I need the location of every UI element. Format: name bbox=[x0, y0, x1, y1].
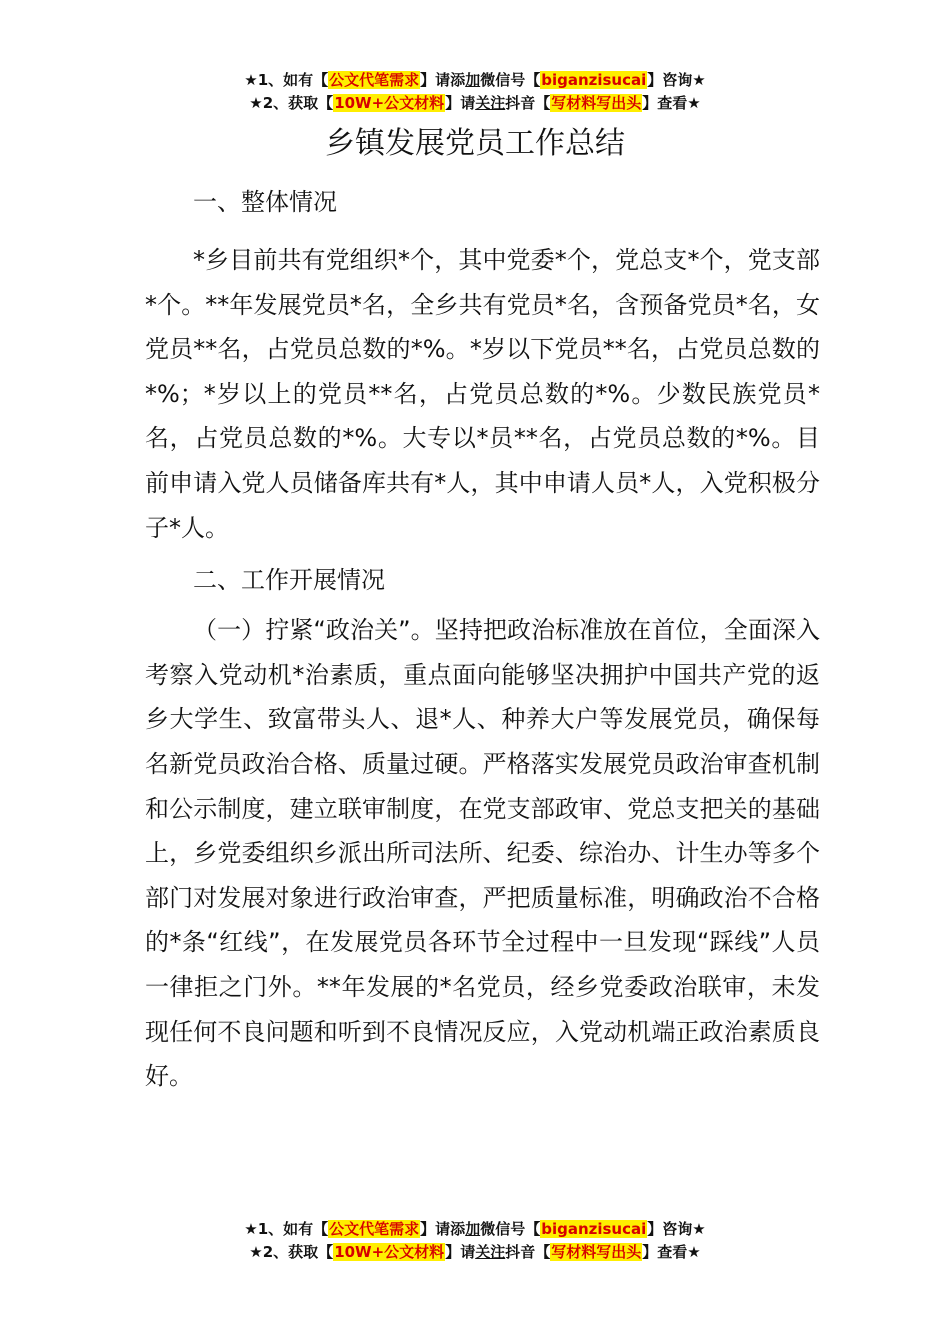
promo-text: 】查看★ bbox=[642, 94, 701, 112]
promo-highlight-service: 公文代笔需求 bbox=[329, 1220, 420, 1238]
promo-text-underlined: 加 bbox=[465, 1220, 481, 1238]
promo-highlight-wechat-id: biganzisucai bbox=[541, 71, 647, 89]
promo-text: ★2、获取【 bbox=[249, 94, 334, 112]
paragraph-political-check: （一）拧紧“政治关”。坚持把政治标准放在首位，全面深入考察入党动机*治素质，重点面向能够坚决拥护中国共产党的返乡大学生、致富带头人、退*人、种养大户等发展党员，确保每名新党员政治合格、质量过硬。严格落实发展党员政治审查机制和公示制度，建立联审制度，在党支部政审、党总支把关的基础上，乡党委组织乡派出所司法所、纪委、综治办、计生办等多个部门对发展对象进行政治审查，严把质量标准，明确政治不合格的*条“红线”，在发展党员各环节全过程中一旦发现“踩线”人员一律拒之门外。**年发展的*名党员，经乡党委政治联审，未发现任何不良问题和听到不良情况反应，入党动机端正政治素质良好。 bbox=[145, 616, 820, 1091]
promo-text: 微信号【 bbox=[480, 71, 541, 89]
promo-text: 微信号【 bbox=[480, 1220, 541, 1238]
promo-highlight-douyin: 写材料写出头 bbox=[551, 1243, 642, 1261]
promo-text: 抖音【 bbox=[505, 1243, 551, 1261]
promo-highlight-wechat-id: biganzisucai bbox=[541, 1220, 647, 1238]
promo-text: 】请 bbox=[445, 1243, 476, 1261]
promo-highlight-materials: 10W+公文材料 bbox=[334, 1243, 445, 1261]
document-title: 乡镇发展党员工作总结 bbox=[325, 126, 625, 161]
document-body bbox=[145, 180, 820, 1099]
promo-text: 】咨询★ bbox=[647, 1220, 706, 1238]
section-heading-overview: 一、整体情况 bbox=[193, 188, 337, 216]
promo-text: 】查看★ bbox=[642, 1243, 701, 1261]
promo-text: ★2、获取【 bbox=[249, 1243, 334, 1261]
bottom-promo-banner bbox=[0, 1218, 950, 1264]
promo-text: 】请 bbox=[445, 94, 476, 112]
promo-text-underlined: 加 bbox=[465, 71, 481, 89]
promo-text: ★1、如有【 bbox=[244, 1220, 329, 1238]
promo-text: 】咨询★ bbox=[647, 71, 706, 89]
promo-highlight-service: 公文代笔需求 bbox=[329, 71, 420, 89]
promo-line-1 bbox=[0, 1218, 950, 1241]
promo-line-2 bbox=[0, 1241, 950, 1264]
promo-highlight-materials: 10W+公文材料 bbox=[334, 94, 445, 112]
top-promo-banner bbox=[0, 69, 950, 115]
promo-text: 】请添 bbox=[420, 1220, 466, 1238]
promo-text-underlined: 关注 bbox=[475, 1243, 506, 1261]
promo-line-1 bbox=[0, 69, 950, 92]
promo-text-underlined: 关注 bbox=[475, 94, 506, 112]
promo-text: ★1、如有【 bbox=[244, 71, 329, 89]
promo-text: 】请添 bbox=[420, 71, 466, 89]
section-heading-work: 二、工作开展情况 bbox=[193, 566, 385, 595]
paragraph-overview: *乡目前共有党组织*个，其中党委*个，党总支*个，党支部*个。**年发展党员*名，全乡共有党员*名，含预备党员*名，女党员**名，占党员总数的*%。*岁以下党员**名，占党员总数的*%；*岁以上的党员**名，占党员总数的*%。少数民族党员*名，占党员总数的*%。大专以*员**名，占党员总数的*%。目前申请入党人员储备库共有*人，其中申请人员*人，入党积极分子*人。 bbox=[145, 246, 820, 542]
promo-highlight-douyin: 写材料写出头 bbox=[551, 94, 642, 112]
promo-line-2 bbox=[0, 92, 950, 115]
promo-text: 抖音【 bbox=[505, 94, 551, 112]
